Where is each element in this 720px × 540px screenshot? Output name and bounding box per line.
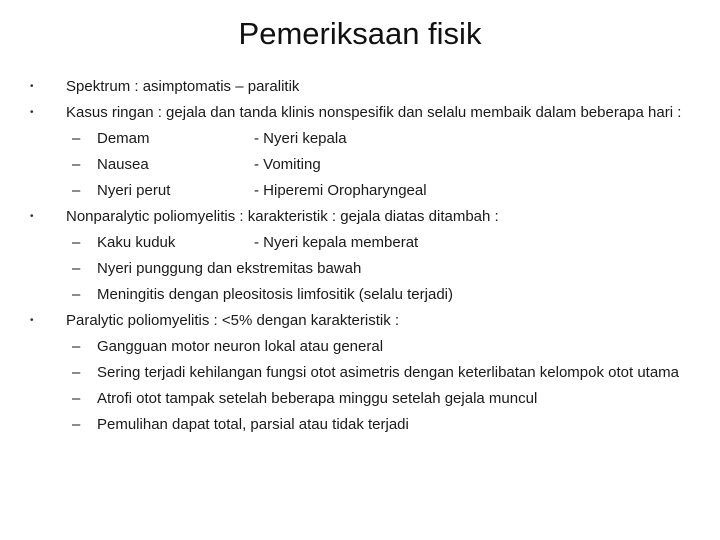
bullet-text: Nonparalytic poliomyelitis : karakteristik : gejala diatas ditambah : — [66, 208, 499, 225]
sub-item-text: Nyeri punggung dan ekstremitas bawah — [97, 260, 362, 277]
sub-item-right: - Nyeri kepala — [254, 130, 347, 147]
bullet-icon: • — [30, 107, 34, 118]
sub-item-text: Meningitis dengan pleositosis limfositik (selalu terjadi) — [97, 286, 453, 303]
sub-item — [30, 230, 690, 256]
sub-item — [30, 152, 690, 178]
dash-icon: – — [72, 182, 81, 199]
dash-icon: – — [72, 234, 81, 251]
dash-icon: – — [72, 156, 81, 173]
dash-icon: – — [72, 338, 81, 355]
dash-icon: – — [72, 130, 81, 147]
sub-item-text: Gangguan motor neuron lokal atau general — [97, 338, 384, 355]
bullet-text: Paralytic poliomyelitis : <5% dengan karakteristik : — [66, 312, 400, 329]
sub-item-right: - Hiperemi Oropharyngeal — [254, 182, 427, 199]
bullet-icon: • — [30, 211, 34, 222]
bullet-item-nonparalytic — [30, 204, 690, 230]
bullet-item-kasus-ringan — [30, 100, 690, 126]
sub-item — [30, 282, 690, 308]
dash-icon: – — [72, 364, 81, 381]
sub-item — [30, 334, 690, 360]
sub-item-left: Nausea — [97, 156, 149, 173]
sub-item — [30, 126, 690, 152]
sub-item-right: - Vomiting — [254, 156, 321, 173]
sub-item — [30, 386, 690, 412]
sub-item-left: Kaku kuduk — [97, 234, 176, 251]
sub-item — [30, 360, 690, 386]
sub-item-text: Atrofi otot tampak setelah beberapa minggu setelah gejala muncul — [97, 390, 538, 407]
sub-item — [30, 256, 690, 282]
sub-item-left: Demam — [97, 130, 150, 147]
sub-item-text: Sering terjadi kehilangan fungsi otot asimetris dengan keterlibatan kelompok otot utama — [97, 364, 680, 381]
dash-icon: – — [72, 390, 81, 407]
sub-item-right: - Nyeri kepala memberat — [254, 234, 419, 251]
dash-icon: – — [72, 260, 81, 277]
slide-title: Pemeriksaan fisik — [238, 16, 482, 51]
dash-icon: – — [72, 416, 81, 433]
bullet-list — [30, 74, 690, 438]
sub-item-left: Nyeri perut — [97, 182, 171, 199]
bullet-text: Spektrum : asimptomatis – paralitik — [66, 78, 300, 95]
sub-item — [30, 412, 690, 438]
bullet-text: Kasus ringan : gejala dan tanda klinis nonspesifik dan selalu membaik dalam beberapa hari : — [66, 104, 682, 121]
bullet-item-paralytic — [30, 308, 690, 334]
sub-item-text: Pemulihan dapat total, parsial atau tidak terjadi — [97, 416, 409, 433]
bullet-icon: • — [30, 81, 34, 92]
bullet-icon: • — [30, 315, 34, 326]
bullet-item-spektrum — [30, 74, 690, 100]
dash-icon: – — [72, 286, 81, 303]
sub-item — [30, 178, 690, 204]
